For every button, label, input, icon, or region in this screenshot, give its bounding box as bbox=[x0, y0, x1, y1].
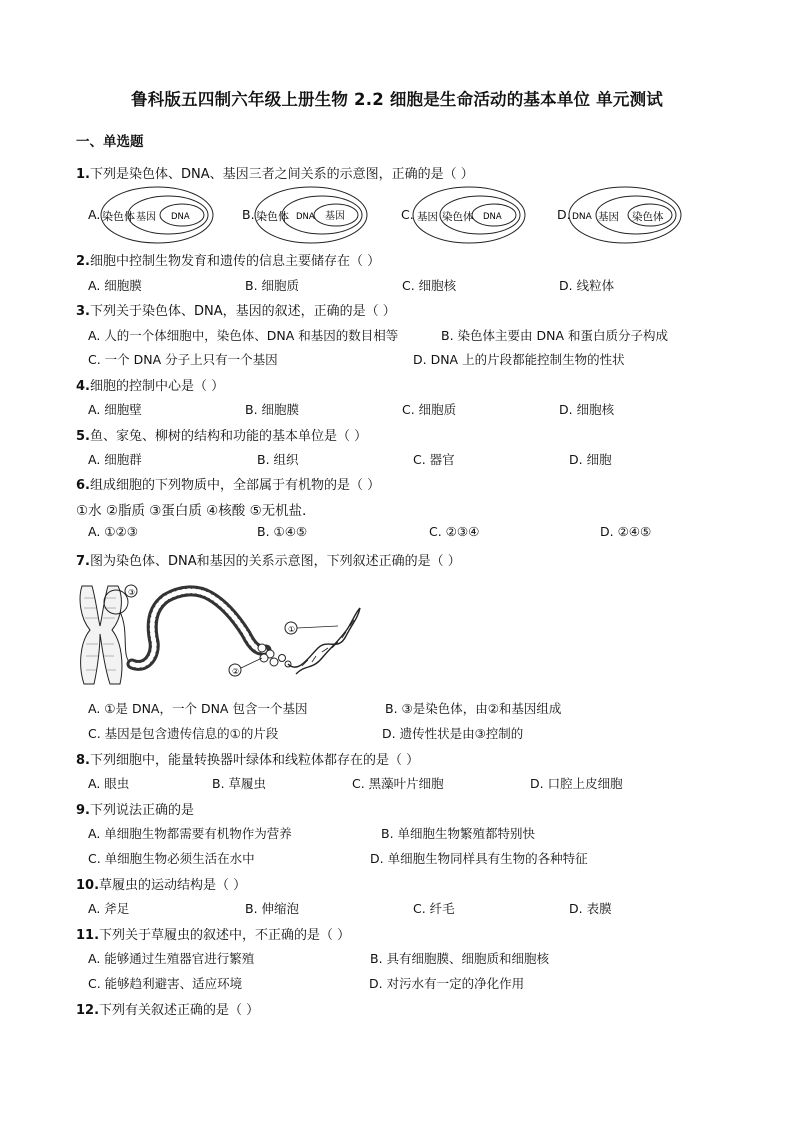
q1-b-middle-label: 基因 bbox=[325, 211, 345, 222]
q5-option-a[interactable]: A. 细胞群 bbox=[88, 452, 142, 467]
q2-option-b[interactable]: B. 细胞质 bbox=[245, 278, 300, 293]
q1-option-b-diagram[interactable] bbox=[252, 184, 370, 246]
q1-option-b-letter[interactable]: B. bbox=[242, 207, 255, 222]
q2-option-c[interactable]: C. 细胞核 bbox=[402, 278, 457, 293]
q10-option-d[interactable]: D. 表膜 bbox=[569, 901, 612, 916]
label-2: ② bbox=[232, 667, 240, 676]
chromosome-shape bbox=[80, 586, 122, 684]
q1-a-outer-label: 染色体 bbox=[102, 210, 135, 223]
q9-option-b[interactable]: B. 单细胞生物繁殖都特别快 bbox=[381, 826, 536, 841]
q9-option-a[interactable]: A. 单细胞生物都需要有机物作为营养 bbox=[88, 826, 292, 841]
q2-option-a[interactable]: A. 细胞膜 bbox=[88, 278, 142, 293]
q4-option-a[interactable]: A. 细胞壁 bbox=[88, 402, 142, 417]
q1-d-middle-label: 基因 bbox=[598, 211, 619, 223]
question-3: 3.下列关于染色体、DNA，基因的叙述，正确的是（ ） bbox=[76, 304, 396, 319]
q2-option-d[interactable]: D. 线粒体 bbox=[559, 278, 615, 293]
question-7: 7.图为染色体、DNA和基因的关系示意图，下列叙述正确的是（ ） bbox=[76, 554, 461, 569]
q3-option-a[interactable]: A. 人的一个体细胞中，染色体、DNA 和基因的数目相等 bbox=[88, 328, 399, 343]
q9-option-c[interactable]: C. 单细胞生物必须生活在水中 bbox=[88, 851, 255, 866]
q5-option-b[interactable]: B. 组织 bbox=[257, 452, 299, 467]
q1-a-inner-label: DNA bbox=[171, 212, 190, 222]
q1-b-inner-label: DNA bbox=[296, 212, 315, 222]
q1-d-inner-label: 染色体 bbox=[632, 211, 664, 223]
q6-substance-list: ①水 ②脂质 ③蛋白质 ④核酸 ⑤无机盐． bbox=[76, 503, 316, 519]
q1-c-middle-label: 染色体 bbox=[442, 211, 474, 223]
q4-option-b[interactable]: B. 细胞膜 bbox=[245, 402, 300, 417]
q1-option-d-diagram[interactable] bbox=[566, 184, 684, 246]
q8-option-d[interactable]: D. 口腔上皮细胞 bbox=[530, 776, 623, 791]
q1-option-c-diagram[interactable] bbox=[410, 184, 528, 246]
q11-option-d[interactable]: D. 对污水有一定的净化作用 bbox=[369, 976, 525, 991]
nucleosome-beads bbox=[258, 644, 291, 667]
question-12: 12.下列有关叙述正确的是（ ） bbox=[76, 1003, 260, 1018]
q8-option-b[interactable]: B. 草履虫 bbox=[212, 776, 267, 791]
q4-option-c[interactable]: C. 细胞质 bbox=[402, 402, 457, 417]
q3-option-c[interactable]: C. 一个 DNA 分子上只有一个基因 bbox=[88, 352, 278, 367]
q1-b-outer-label: 染色体 bbox=[256, 210, 289, 223]
q9-option-d[interactable]: D. 单细胞生物同样具有生物的各种特征 bbox=[370, 851, 588, 866]
question-9: 9.下列说法正确的是 bbox=[76, 803, 194, 818]
q1-option-a-diagram[interactable] bbox=[98, 184, 216, 246]
question-5: 5.鱼、家兔、柳树的结构和功能的基本单位是（ ） bbox=[76, 429, 368, 444]
q6-option-b[interactable]: B. ①④⑤ bbox=[257, 524, 308, 539]
section-heading: 一、单选题 bbox=[76, 134, 144, 150]
question-10: 10.草履虫的运动结构是（ ） bbox=[76, 878, 247, 893]
question-4: 4.细胞的控制中心是（ ） bbox=[76, 379, 225, 394]
question-2: 2.细胞中控制生物发育和遗传的信息主要储存在（ ） bbox=[76, 254, 381, 269]
q10-option-b[interactable]: B. 伸缩泡 bbox=[245, 901, 300, 916]
q1-option-c-letter[interactable]: C. bbox=[401, 207, 414, 222]
q7-option-c[interactable]: C. 基因是包含遗传信息的①的片段 bbox=[88, 726, 279, 741]
q5-option-c[interactable]: C. 器官 bbox=[413, 452, 455, 467]
q1-option-a-letter[interactable]: A. bbox=[88, 207, 101, 222]
q1-c-outer-label: 基因 bbox=[417, 211, 438, 223]
label-1: ① bbox=[288, 625, 296, 634]
q7-option-b[interactable]: B. ③是染色体，由②和基因组成 bbox=[385, 701, 562, 716]
q1-d-outer-label: DNA bbox=[572, 212, 592, 222]
q5-option-d[interactable]: D. 细胞 bbox=[569, 452, 612, 467]
q10-option-c[interactable]: C. 纤毛 bbox=[413, 901, 455, 916]
q1-option-d-letter[interactable]: D. bbox=[557, 207, 571, 222]
q1-c-inner-label: DNA bbox=[483, 212, 502, 222]
q3-option-b[interactable]: B. 染色体主要由 DNA 和蛋白质分子构成 bbox=[441, 328, 668, 343]
q3-option-d[interactable]: D. DNA 上的片段都能控制生物的性状 bbox=[413, 352, 625, 367]
q10-option-a[interactable]: A. 斧足 bbox=[88, 901, 130, 916]
q4-option-d[interactable]: D. 细胞核 bbox=[559, 402, 615, 417]
question-8: 8.下列细胞中，能量转换器叶绿体和线粒体都存在的是（ ） bbox=[76, 753, 420, 768]
question-11: 11.下列关于草履虫的叙述中，不正确的是（ ） bbox=[76, 928, 351, 943]
q6-option-a[interactable]: A. ①②③ bbox=[88, 524, 138, 539]
q11-option-a[interactable]: A. 能够通过生殖器官进行繁殖 bbox=[88, 951, 255, 966]
q11-option-b[interactable]: B. 具有细胞膜、细胞质和细胞核 bbox=[370, 951, 550, 966]
q6-option-c[interactable]: C. ②③④ bbox=[429, 524, 480, 539]
q8-option-a[interactable]: A. 眼虫 bbox=[88, 776, 130, 791]
q8-option-c[interactable]: C. 黑藻叶片细胞 bbox=[352, 776, 444, 791]
dna-helix bbox=[288, 608, 360, 674]
question-6: 6.组成细胞的下列物质中，全部属于有机物的是（ ） bbox=[76, 478, 381, 493]
q1-a-middle-label: 基因 bbox=[136, 212, 156, 223]
chromosome-dna-figure bbox=[76, 578, 362, 690]
q11-option-c[interactable]: C. 能够趋利避害、适应环境 bbox=[88, 976, 243, 991]
page-title: 鲁科版五四制六年级上册生物 2.2 细胞是生命活动的基本单位 单元测试 bbox=[131, 90, 663, 109]
question-1: 1.下列是染色体、DNA、基因三者之间关系的示意图，正确的是（ ） bbox=[76, 167, 474, 182]
q6-option-d[interactable]: D. ②④⑤ bbox=[600, 524, 652, 539]
q7-option-a[interactable]: A. ①是 DNA，一个 DNA 包含一个基因 bbox=[88, 701, 308, 716]
q7-option-d[interactable]: D. 遗传性状是由③控制的 bbox=[382, 726, 524, 741]
label-3: ③ bbox=[128, 588, 136, 597]
